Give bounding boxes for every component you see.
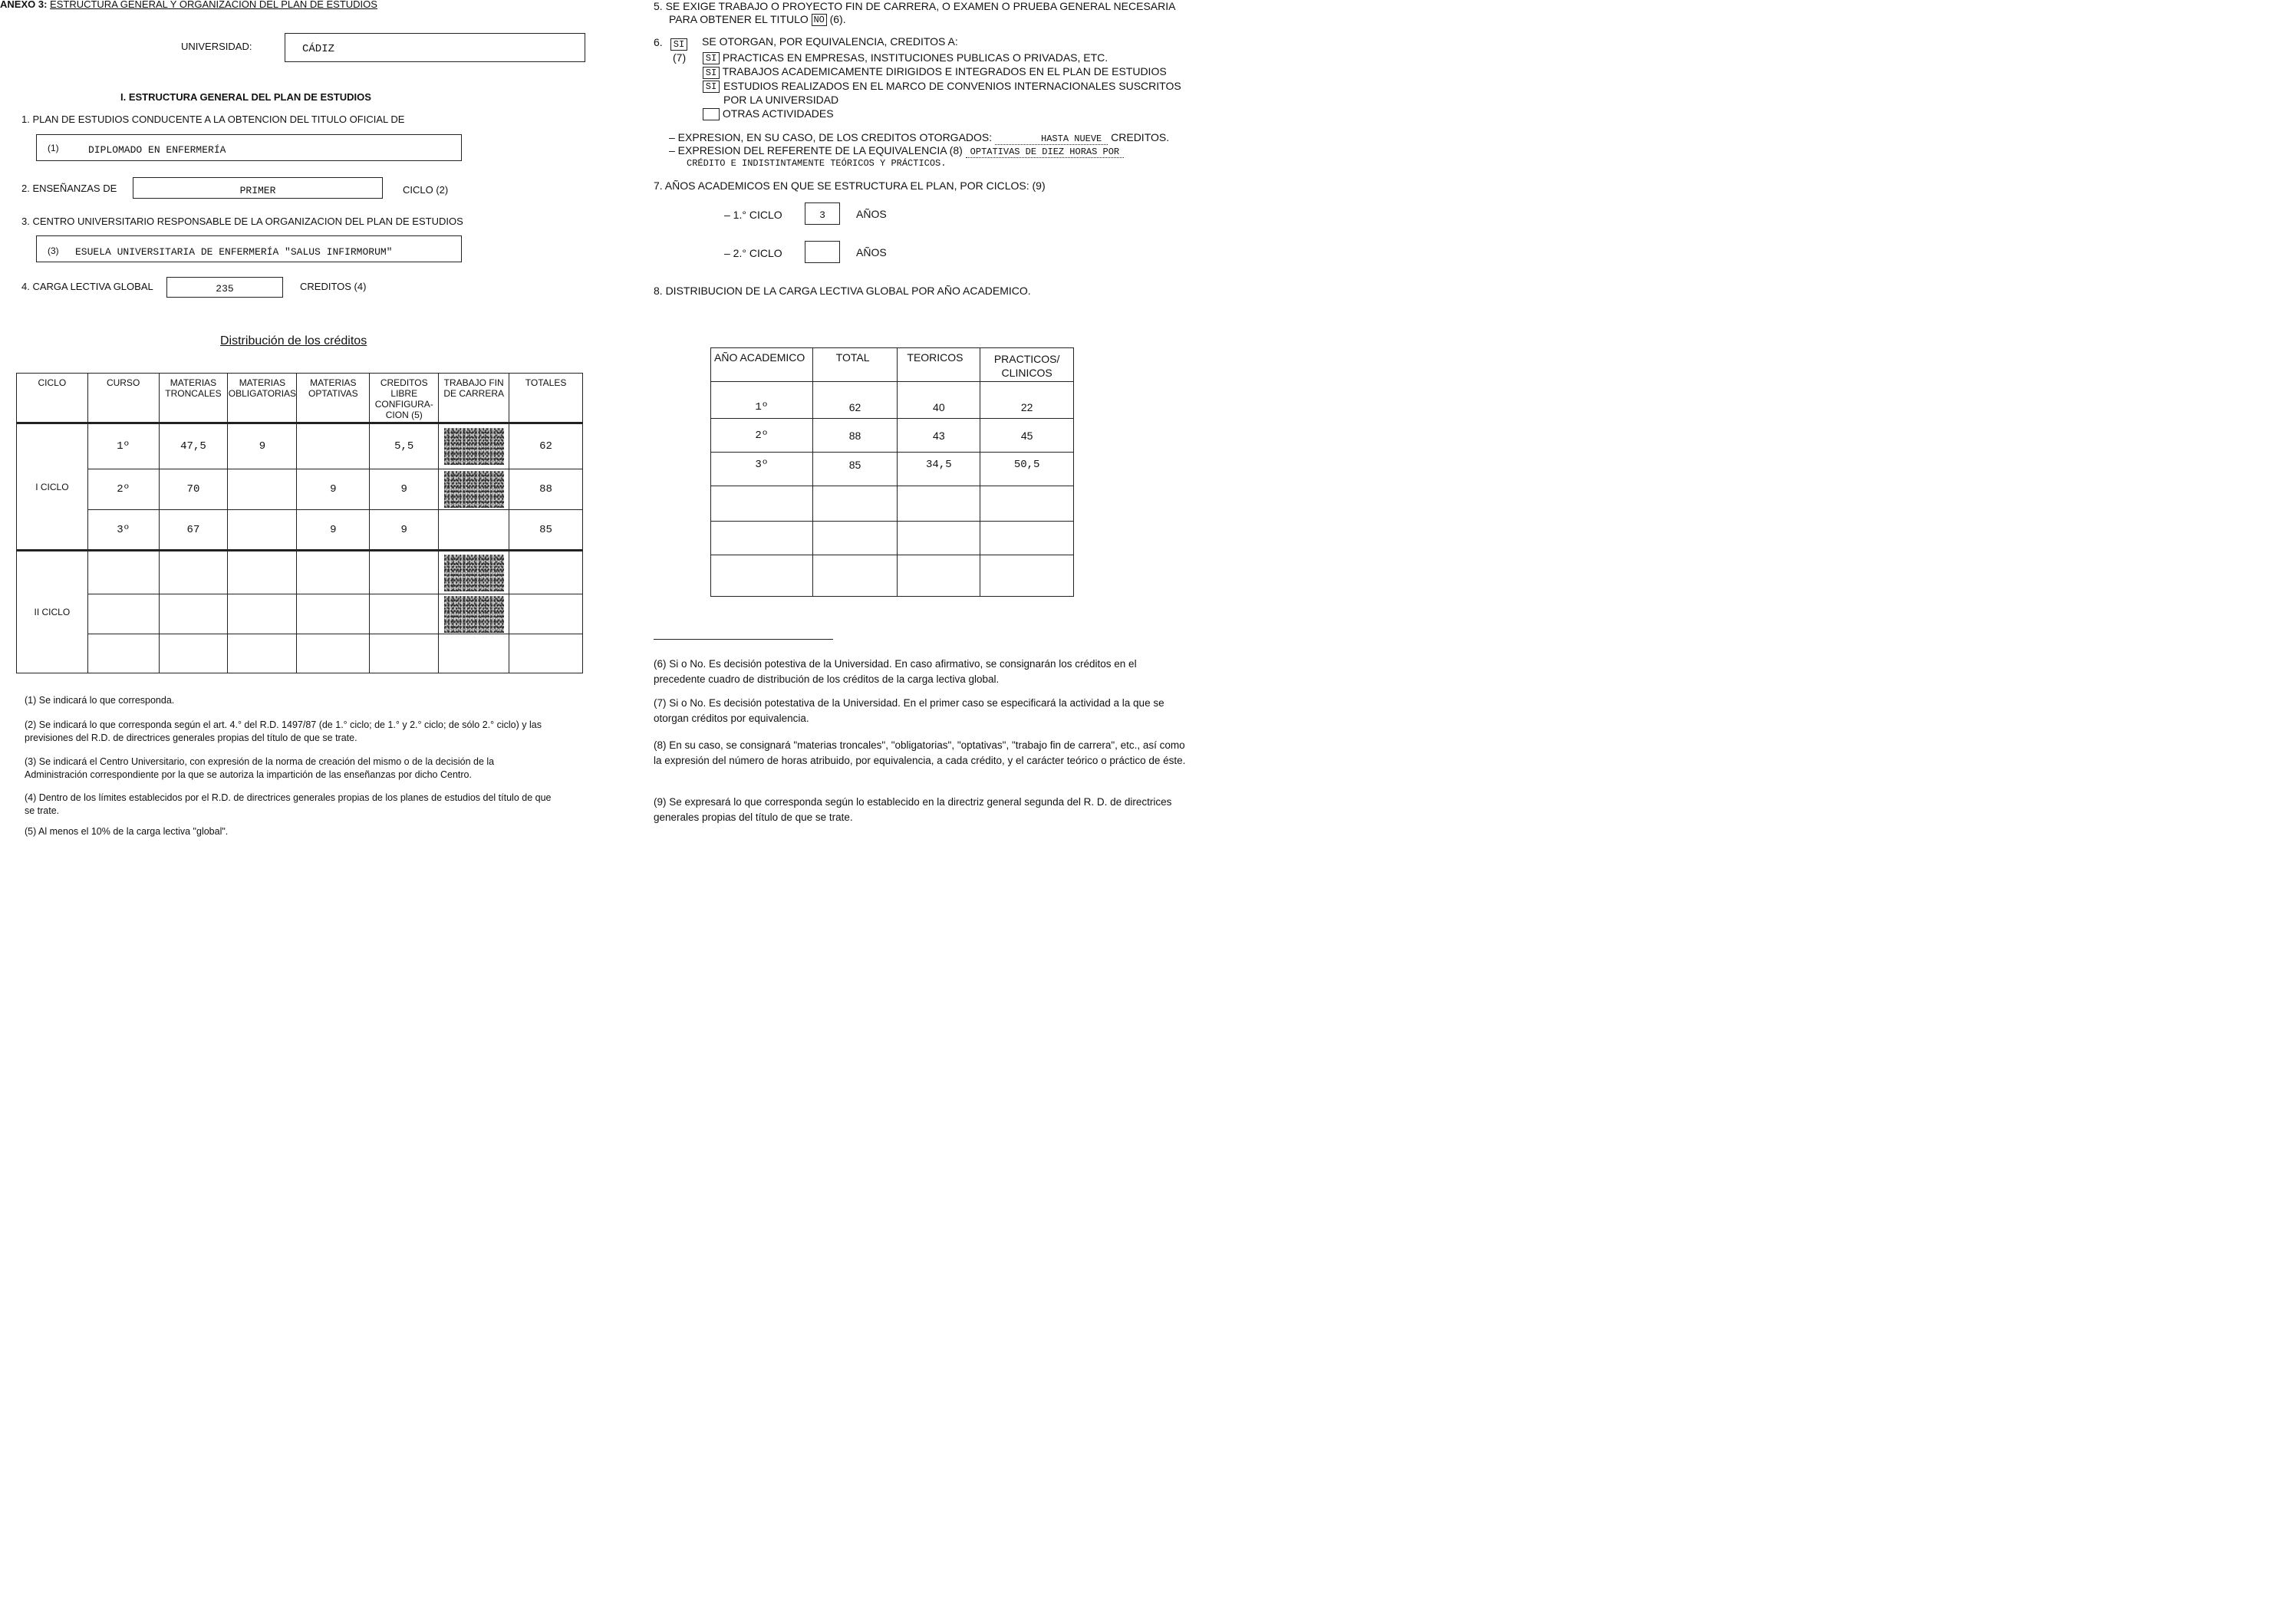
cell-optativas [297, 551, 370, 594]
cell-libre: 9 [370, 510, 439, 551]
cell-troncales: 47,5 [159, 423, 228, 469]
cell-trabajo-fin [439, 551, 509, 594]
cell-teoricos: 34,5 [898, 453, 980, 486]
cell-troncales [159, 551, 228, 594]
item5-value-box: NO [812, 14, 827, 26]
item6-value-box: SI [670, 38, 687, 51]
option-text: OTRAS ACTIVIDADES [722, 107, 834, 120]
option-checkbox: SI [703, 67, 720, 79]
credits-table [16, 373, 583, 673]
annex-header [0, 0, 377, 10]
table-row [17, 551, 583, 594]
cell-curso [87, 634, 159, 673]
left-footnote-4: (4) Dentro de los límites establecidos por el R.D. de directrices generales propias de los planes de estudios del título de que se trate. [25, 792, 552, 816]
cell-curso: 1º [87, 423, 159, 469]
table-row [17, 634, 583, 673]
cell-teoricos: 40 [898, 382, 980, 419]
item1-field [36, 134, 462, 161]
cell-troncales: 67 [159, 510, 228, 551]
year-table-header-row [711, 348, 1074, 382]
header-teoricos: TEORICOS [898, 348, 980, 382]
cell-ano: 2º [711, 419, 813, 453]
cell-trabajo-fin [439, 634, 509, 673]
obscured-stamp [444, 471, 504, 508]
cell-troncales [159, 634, 228, 673]
cell-total [812, 555, 898, 597]
right-footnote-6: (6) Si o No. Es decisión potestiva de la Universidad. En caso afirmativo, se consignarán los créditos en el precedente cuadro de distribución de los créditos de la carga lectiva global. [654, 658, 1137, 685]
header-libre-configuracion: CREDITOS LIBRE CONFIGURA- CION (5) [370, 374, 439, 423]
header-curso: CURSO [87, 374, 159, 423]
obscured-stamp [444, 428, 504, 465]
section-title: I. ESTRUCTURA GENERAL DEL PLAN DE ESTUDIOS [120, 91, 371, 103]
universidad-label: UNIVERSIDAD: [181, 41, 252, 52]
ciclo1-field [805, 202, 840, 225]
table-row [17, 594, 583, 634]
cell-obligatorias: 9 [228, 423, 297, 469]
annex-title: ESTRUCTURA GENERAL Y ORGANIZACION DEL PLAN DE ESTUDIOS [50, 0, 377, 10]
left-footnote-1: (1) Se indicará lo que corresponda. [25, 695, 175, 706]
ciclo1-anos: AÑOS [856, 208, 887, 220]
cell-total: 88 [812, 419, 898, 453]
cell-total: 62 [812, 382, 898, 419]
header-optativas: MATERIAS OPTATIVAS [297, 374, 370, 423]
cell-trabajo-fin [439, 594, 509, 634]
item2-field [133, 177, 383, 199]
ciclo2-field [805, 241, 840, 263]
option-text: PRACTICAS EN EMPRESAS, INSTITUCIONES PUBLICAS O PRIVADAS, ETC. [722, 51, 1108, 64]
item7-label: 7. AÑOS ACADEMICOS EN QUE SE ESTRUCTURA EL PLAN, POR CICLOS: (9) [654, 179, 1046, 192]
cell-optativas [297, 423, 370, 469]
right-footnote-8: (8) En su caso, se consignará "materias troncales", "obligatorias", "optativas", "trabajo fin de carrera", etc., así como la expresión del número de horas atribuido, por equivalencia, a cada crédito, y el carácter teórico o práctico de éste. [654, 739, 1186, 766]
cell-curso: 2º [87, 469, 159, 510]
item3-label: 3. CENTRO UNIVERSITARIO RESPONSABLE DE LA ORGANIZACION DEL PLAN DE ESTUDIOS [21, 216, 463, 227]
header-totales: TOTALES [509, 374, 583, 423]
option-checkbox [703, 108, 720, 120]
cell-optativas [297, 634, 370, 673]
table-row [17, 469, 583, 510]
left-footnote-2: (2) Se indicará lo que corresponda según el art. 4.° del R.D. 1497/87 (de 1.° ciclo; de 1.° y 2.° ciclo; de sólo 2.° ciclo) y las previsiones del R.D. de directrices generales propias del título de que se trate. [25, 719, 542, 743]
option-checkbox: SI [703, 81, 720, 93]
expr2-line [669, 144, 1124, 157]
ciclo1-label: – 1.° CICLO [724, 209, 782, 221]
cell-totales [509, 594, 583, 634]
header-ciclo: CICLO [17, 374, 88, 423]
header-trabajo-fin: TRABAJO FIN DE CARRERA [439, 374, 509, 423]
item6-option [703, 64, 1194, 78]
cell-total [812, 486, 898, 522]
cell-optativas: 9 [297, 469, 370, 510]
table-row [711, 486, 1074, 522]
expr2-label: – EXPRESION DEL REFERENTE DE LA EQUIVALENCIA (8) [669, 144, 963, 156]
item8-label: 8. DISTRIBUCION DE LA CARGA LECTIVA GLOBAL POR AÑO ACADEMICO. [654, 285, 1031, 297]
cell-trabajo-fin [439, 510, 509, 551]
cell-practicos [980, 486, 1074, 522]
item6-options [703, 51, 1194, 120]
option-text: TRABAJOS ACADEMICAMENTE DIRIGIDOS E INTEGRADOS EN EL PLAN DE ESTUDIOS [722, 65, 1167, 78]
cell-libre: 9 [370, 469, 439, 510]
cell-teoricos [898, 522, 980, 555]
table-row [711, 382, 1074, 419]
cell-ano [711, 522, 813, 555]
cell-total [812, 522, 898, 555]
cell-total: 85 [812, 453, 898, 486]
cell-curso [87, 594, 159, 634]
cell-libre [370, 594, 439, 634]
header-obligatorias: MATERIAS OBLIGATORIAS [228, 374, 297, 423]
item4-field [166, 277, 283, 298]
obscured-stamp [444, 555, 504, 591]
footnote-divider [654, 639, 833, 640]
expr2-continuation: CRÉDITO E INDISTINTAMENTE TEÓRICOS Y PRÁCTICOS. [687, 158, 947, 169]
item3-ref: (3) [48, 245, 59, 256]
item2-value: PRIMER [239, 185, 276, 196]
item5-line2-text: PARA OBTENER EL TITULO [669, 13, 809, 25]
cell-totales [509, 551, 583, 594]
item3-field [36, 235, 462, 262]
cell-libre [370, 634, 439, 673]
cell-teoricos [898, 555, 980, 597]
item4-value: 235 [216, 283, 234, 295]
cell-ano [711, 555, 813, 597]
cell-obligatorias [228, 594, 297, 634]
cell-libre [370, 551, 439, 594]
ciclo2-anos: AÑOS [856, 246, 887, 258]
cell-obligatorias [228, 510, 297, 551]
annex-prefix: ANEXO 3: [0, 0, 48, 10]
cell-ano: 1º [711, 382, 813, 419]
expr1-line [669, 131, 1169, 144]
item4-label: 4. CARGA LECTIVA GLOBAL [21, 281, 153, 292]
right-footnote-9: (9) Se expresará lo que corresponda según lo establecido en la directriz general segunda del R. D. de directrices generales propias del título de que se trate. [654, 796, 1172, 823]
universidad-value: CÁDIZ [302, 43, 335, 55]
cell-ano [711, 486, 813, 522]
cell-obligatorias [228, 469, 297, 510]
header-ano-academico: AÑO ACADEMICO [711, 348, 813, 382]
distribution-title: Distribución de los créditos [220, 334, 367, 347]
header-troncales: MATERIAS TRONCALES [159, 374, 228, 423]
expr2-value: OPTATIVAS DE DIEZ HORAS POR [966, 147, 1124, 158]
cell-practicos [980, 555, 1074, 597]
table-row [17, 423, 583, 469]
item2-suffix: CICLO (2) [403, 184, 449, 196]
table-row [711, 555, 1074, 597]
cell-libre: 5,5 [370, 423, 439, 469]
cell-practicos: 22 [980, 382, 1074, 419]
table-row [17, 510, 583, 551]
ciclo-label-2: II CICLO [17, 551, 88, 673]
cell-teoricos: 43 [898, 419, 980, 453]
table-row [711, 453, 1074, 486]
item6-num: 6. [654, 36, 663, 48]
cell-totales: 62 [509, 423, 583, 469]
universidad-field [285, 33, 585, 62]
item6-title: SE OTORGAN, POR EQUIVALENCIA, CREDITOS A: [702, 35, 958, 48]
item1-ref: (1) [48, 143, 59, 153]
item6-ref: (7) [673, 51, 687, 64]
cell-curso: 3º [87, 510, 159, 551]
table-row [711, 522, 1074, 555]
cell-practicos: 45 [980, 419, 1074, 453]
left-footnote-5: (5) Al menos el 10% de la carga lectiva "global". [25, 826, 229, 837]
ciclo1-value: 3 [819, 209, 825, 221]
right-footnote-7: (7) Si o No. Es decisión potestativa de la Universidad. En el primer caso se especificará la actividad a la que se otorgan créditos por equivalencia. [654, 697, 1164, 724]
ciclo2-label: – 2.° CICLO [724, 247, 782, 259]
cell-practicos: 50,5 [980, 453, 1074, 486]
option-text: ESTUDIOS REALIZADOS EN EL MARCO DE CONVENIOS INTERNACIONALES SUSCRITOS POR LA UNIVERSIDAD [723, 79, 1181, 106]
expr1-value: HASTA NUEVE [995, 133, 1108, 145]
item6-option [703, 51, 1194, 64]
cell-obligatorias [228, 551, 297, 594]
credits-table-header-row [17, 374, 583, 423]
left-footnote-3: (3) Se indicará el Centro Universitario, con expresión de la norma de creación del mismo o de la decisión de la Administración correspondiente por la que se autoriza la impartición de las enseñanzas por dicho Centro. [25, 756, 495, 780]
item6-option [703, 107, 1194, 120]
item2-label: 2. ENSEÑANZAS DE [21, 183, 117, 194]
ciclo-label-1: I CICLO [17, 423, 88, 551]
cell-optativas: 9 [297, 510, 370, 551]
header-total: TOTAL [812, 348, 898, 382]
header-practicos: PRACTICOS/ CLINICOS [980, 348, 1074, 382]
cell-ano: 3º [711, 453, 813, 486]
table-row [711, 419, 1074, 453]
item5-line2 [669, 13, 846, 26]
item1-value: DIPLOMADO EN ENFERMERÍA [88, 144, 226, 156]
item6-option [703, 79, 1194, 107]
cell-troncales: 70 [159, 469, 228, 510]
item5-ref: (6). [829, 13, 846, 25]
item4-suffix: CREDITOS (4) [300, 281, 367, 292]
cell-totales: 85 [509, 510, 583, 551]
cell-trabajo-fin [439, 423, 509, 469]
year-distribution-table [710, 347, 1074, 597]
cell-troncales [159, 594, 228, 634]
obscured-stamp [444, 596, 504, 633]
cell-practicos [980, 522, 1074, 555]
expr1-suffix: CREDITOS. [1111, 131, 1170, 143]
item3-value: ESUELA UNIVERSITARIA DE ENFERMERÍA "SALUS INFIRMORUM" [75, 246, 393, 258]
cell-optativas [297, 594, 370, 634]
option-checkbox: SI [703, 52, 720, 64]
cell-totales: 88 [509, 469, 583, 510]
item5-line1: 5. SE EXIGE TRABAJO O PROYECTO FIN DE CARRERA, O EXAMEN O PRUEBA GENERAL NECESARIA [654, 0, 1176, 12]
expr1-label: – EXPRESION, EN SU CASO, DE LOS CREDITOS OTORGADOS: [669, 131, 993, 143]
cell-trabajo-fin [439, 469, 509, 510]
cell-curso [87, 551, 159, 594]
cell-obligatorias [228, 634, 297, 673]
cell-totales [509, 634, 583, 673]
item1-label: 1. PLAN DE ESTUDIOS CONDUCENTE A LA OBTENCION DEL TITULO OFICIAL DE [21, 114, 405, 125]
cell-teoricos [898, 486, 980, 522]
